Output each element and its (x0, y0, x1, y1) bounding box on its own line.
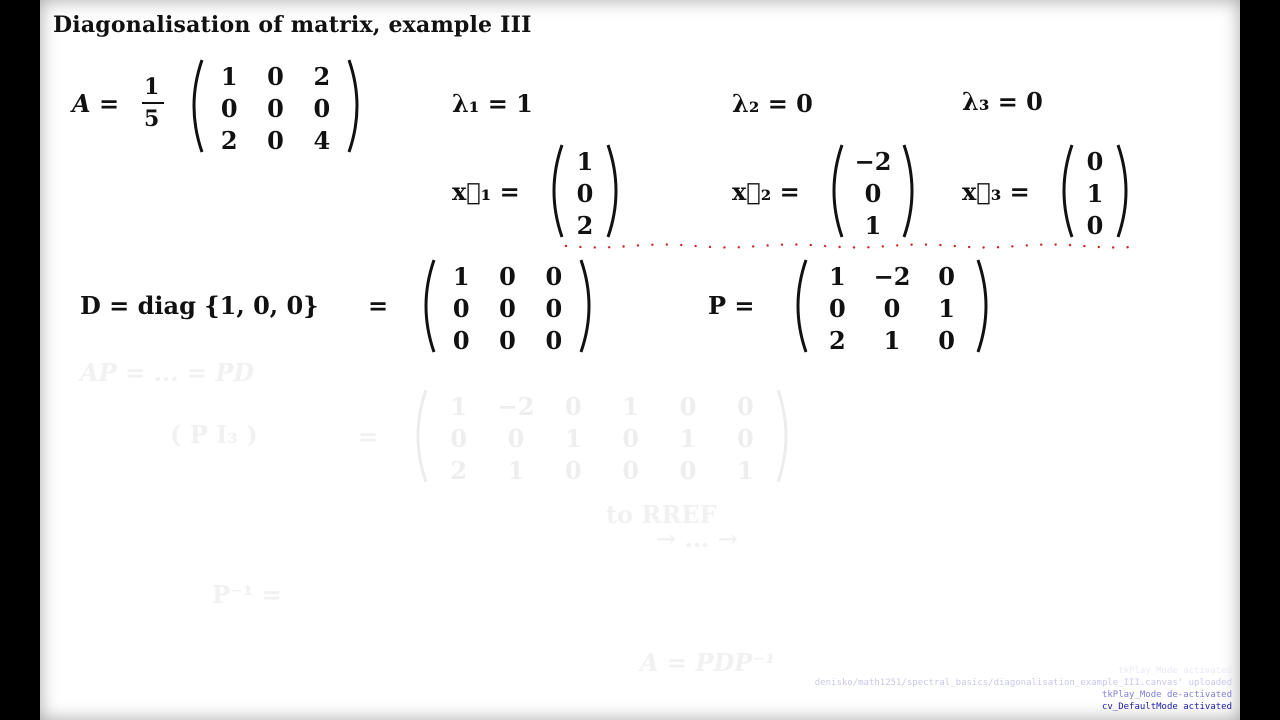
faint-pinv-label: P⁻¹ = (212, 580, 282, 609)
matrix-cell: 2 (220, 126, 238, 155)
matrix-cell: 1 (564, 424, 582, 453)
matrix-cell: 0 (883, 294, 901, 323)
matrix-cell: −2 (497, 392, 535, 421)
matrix-cell: 0 (545, 262, 563, 291)
matrix-cell: 0 (679, 392, 697, 421)
matrix-cell: 0 (452, 294, 470, 323)
matrix-cell: 1 (220, 62, 238, 91)
matrix-p (792, 258, 992, 354)
matrix-a-label: A = (72, 89, 120, 118)
faint-augmented-left: ( P I₃ ) (170, 420, 258, 449)
matrix-cell: 0 (679, 456, 697, 485)
faint-ap-line: AP = ... = PD (80, 358, 255, 387)
faint-augmented-matrix (412, 388, 792, 484)
matrix-cell: 0 (267, 62, 284, 91)
matrix-cell: 0 (938, 326, 955, 355)
fraction-denominator: 5 (144, 106, 160, 132)
matrix-cell: 1 (883, 326, 901, 355)
matrix-cell: 1 (679, 424, 697, 453)
eigenvector-2-label: x⃗₂ = (732, 177, 800, 206)
status-line-3: tkPlay_Mode de-activated (1101, 690, 1232, 700)
fraction-bar (142, 102, 164, 104)
left-paren (798, 260, 806, 352)
vector-entry: 1 (1086, 179, 1104, 208)
matrix-cell: 0 (499, 294, 516, 323)
matrix-cell: 1 (938, 294, 955, 323)
matrix-cell: 0 (736, 392, 754, 421)
matrix-cell: 0 (267, 126, 284, 155)
matrix-a (188, 58, 363, 154)
slide-title: Diagonalisation of matrix, example III (53, 12, 532, 38)
eigenvalue-2: λ₂ = 0 (732, 89, 813, 118)
faint-rref-arrow: → ... → (656, 524, 738, 553)
matrix-d-equals: = (368, 291, 389, 320)
matrix-cell: 0 (736, 424, 754, 453)
matrix-cell: 1 (450, 392, 468, 421)
matrix-cell: 0 (938, 262, 955, 291)
matrix-cell: −2 (873, 262, 911, 291)
eigenvector-3-label: x⃗₃ = (962, 177, 1030, 206)
vector-entry: 0 (1086, 147, 1104, 176)
left-paren (194, 60, 202, 152)
matrix-cell: 0 (828, 294, 846, 323)
matrix-cell: 2 (450, 456, 468, 485)
eigenvalue-1: λ₁ = 1 (452, 89, 533, 118)
status-line-1: tkPlay_Mode activated (1118, 666, 1232, 676)
eigenvector-2 (828, 143, 918, 239)
vector-entry: −2 (854, 147, 892, 176)
matrix-cell: 1 (828, 262, 846, 291)
status-line-2: denisko/math1251/spectral_basics/diagonalisation_example_III.canvas' uploaded (814, 678, 1232, 688)
matrix-cell: 0 (507, 424, 525, 453)
faint-augmented-equals: = (358, 422, 379, 451)
right-paren (978, 260, 986, 352)
vector-entry: 1 (576, 147, 594, 176)
status-line-4: cv_DefaultMode activated (1101, 702, 1232, 712)
eigenvector-3 (1058, 143, 1132, 239)
eigenvalue-3: λ₃ = 0 (962, 87, 1043, 116)
eigenvector-1 (548, 143, 622, 239)
left-paren (418, 390, 426, 482)
matrix-d (420, 258, 595, 354)
faint-final-line: A = PDP⁻¹ (640, 648, 776, 677)
matrix-p-label: P = (708, 291, 755, 320)
left-paren (426, 260, 434, 352)
matrix-cell: 0 (545, 294, 563, 323)
matrix-cell: 0 (564, 392, 582, 421)
matrix-cell: 0 (267, 94, 284, 123)
vector-entry: 0 (864, 179, 882, 208)
right-paren (349, 60, 357, 152)
vector-entry: 1 (864, 211, 882, 240)
vector-entry: 2 (576, 211, 594, 240)
matrix-cell: 0 (452, 326, 470, 355)
matrix-cell: 0 (450, 424, 468, 453)
matrix-d-label: D = diag {1, 0, 0} (80, 291, 319, 320)
matrix-cell: 0 (622, 424, 640, 453)
matrix-cell: 0 (564, 456, 582, 485)
vector-entry: 0 (1086, 211, 1104, 240)
slide-canvas (40, 0, 1240, 720)
red-dotted-annotation (560, 238, 1140, 254)
matrix-cell: 0 (220, 94, 238, 123)
matrix-cell: 1 (507, 456, 525, 485)
right-paren (581, 260, 589, 352)
matrix-cell: 0 (313, 94, 331, 123)
matrix-cell: 0 (622, 456, 640, 485)
matrix-cell: 4 (313, 126, 331, 155)
matrix-cell: 0 (499, 326, 516, 355)
matrix-cell: 2 (828, 326, 846, 355)
faint-rref-label: to RREF (606, 500, 717, 529)
eigenvector-1-label: x⃗₁ = (452, 177, 520, 206)
matrix-cell: 0 (499, 262, 516, 291)
vector-entry: 0 (576, 179, 594, 208)
matrix-cell: 1 (736, 456, 754, 485)
right-paren (778, 390, 786, 482)
matrix-cell: 0 (545, 326, 563, 355)
matrix-cell: 1 (622, 392, 640, 421)
matrix-cell: 1 (452, 262, 470, 291)
matrix-cell: 2 (313, 62, 331, 91)
fraction-numerator: 1 (144, 74, 160, 100)
